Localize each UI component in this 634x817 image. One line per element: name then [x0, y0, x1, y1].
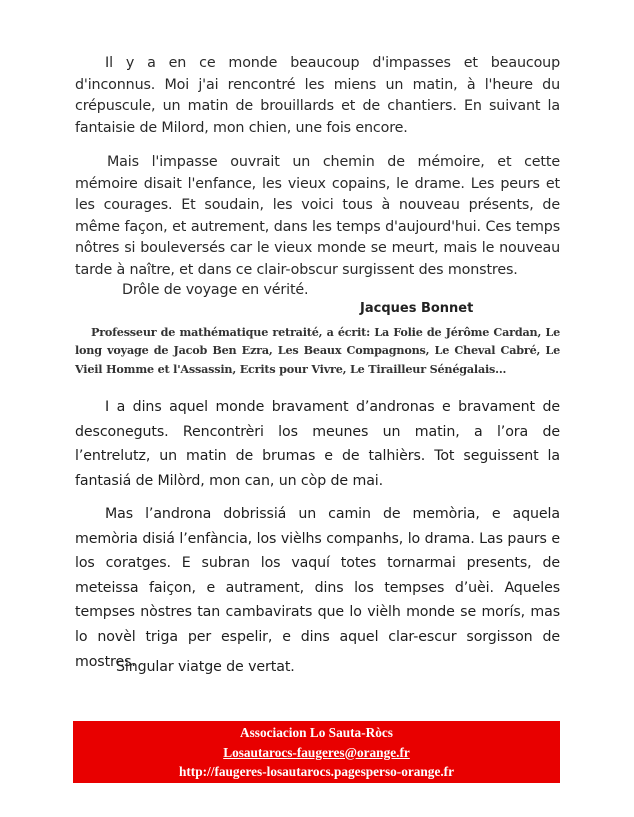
- association-name: Associacion Lo Sauta-Ròcs: [240, 725, 393, 740]
- occitan-paragraph-2: Mas l’androna dobrissiá un camin de memòria, e aquela memòria disiá l’enfància, los vièlhs companhs, lo drama. Las paurs e los coratges. E subran los vaquí totes tornarmai presents, de meteissa faiçon, e autrament, dins los tempses d’uèi. Aqueles tempses nòstres tan cambavirats que lo vièlh monde se morís, mas lo novèl triga per espelir, e dins aquel clar-escur sorgisson de mostres.: [75, 506, 560, 670]
- occitan-paragraph-3: Singular viatge de vertat.: [116, 659, 295, 675]
- author-bio: Professeur de mathématique retraité, a écrit: La Folie de Jérôme Cardan, Le long voyage de Jacob Ben Ezra, Les Beaux Compagnons, Le Cheval Cabré, Le Vieil Homme et l'Assassin, Ecrits pour Vivre, Le Tirailleur Sénégalais...: [75, 325, 560, 376]
- author-name: Jacques Bonnet: [360, 301, 474, 316]
- occitan-paragraph-1: I a dins aquel monde bravament d’andronas e bravament de desconeguts. Rencontrèri los meunes un matin, a l’ora de l’entrelutz, un matin de brumas e de talhièrs. Tot seguissent la fantasiá de Milòrd, mon can, un còp de mai.: [75, 399, 560, 489]
- french-paragraph-3: Drôle de voyage en vérité.: [122, 282, 309, 298]
- association-website-link[interactable]: http://faugeres-losautarocs.pagesperso-orange.fr: [178, 764, 454, 779]
- association-footer: [73, 721, 560, 783]
- association-email-link[interactable]: Losautarocs-faugeres@orange.fr: [223, 744, 410, 760]
- french-paragraph-1: Il y a en ce monde beaucoup d'impasses et beaucoup d'inconnus. Moi j'ai rencontré les miens un matin, à l'heure du crépuscule, un matin de brouillards et de chantiers. En suivant la fantaisie de Milord, mon chien, une fois encore.: [75, 55, 560, 136]
- french-paragraph-2: Mais l'impasse ouvrait un chemin de mémoire, et cette mémoire disait l'enfance, les vieux copains, le drame. Les peurs et les courages. Et soudain, les voici tous à nouveau présents, de même façon, et autrement, dans les temps d'aujourd'hui. Ces temps nôtres si bouleversés car le vieux monde se meurt, mais le nouveau tarde à naître, et dans ce clair-obscur surgissent des monstres.: [75, 154, 560, 278]
